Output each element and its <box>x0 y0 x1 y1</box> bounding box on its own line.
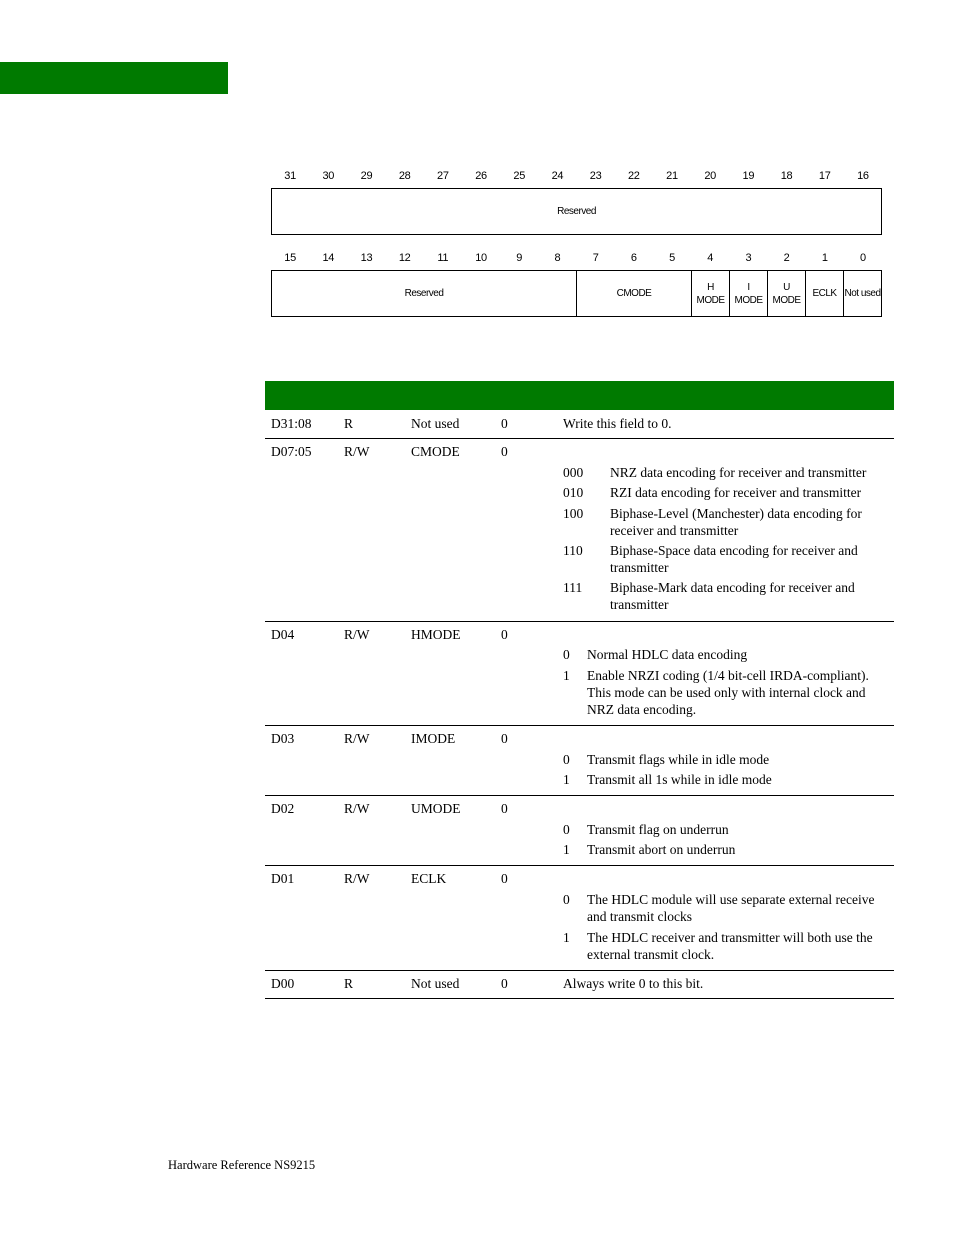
reserved-field: Reserved <box>404 288 444 299</box>
reset-cell: 0 <box>501 871 508 886</box>
field-label: H <box>707 281 714 293</box>
field-label: MODE <box>772 294 801 306</box>
option-value: 110 <box>563 543 583 558</box>
bit-number: 15 <box>284 252 296 264</box>
option-item <box>563 579 889 613</box>
option-text: RZI data encoding for receiver and transmitter <box>610 485 862 500</box>
mnemonic-cell: Not used <box>411 416 460 431</box>
reset-cell: 0 <box>501 416 508 431</box>
bit-number: 9 <box>516 252 523 264</box>
bit-number: 21 <box>666 170 678 182</box>
description-cell: Always write 0 to this bit. <box>563 976 704 991</box>
imode-field <box>729 271 767 316</box>
option-value: 1 <box>563 668 570 683</box>
bit-number: 13 <box>360 252 373 264</box>
reset-cell: 0 <box>501 444 508 459</box>
table-row <box>265 438 894 622</box>
table-row <box>265 410 894 439</box>
field-label: I <box>747 281 750 293</box>
option-value: 000 <box>563 465 584 480</box>
mnemonic-cell: IMODE <box>411 731 456 746</box>
option-value: 0 <box>563 892 570 907</box>
table-row <box>265 970 894 999</box>
bit-number: 29 <box>360 170 373 182</box>
not-used-field: Not used <box>843 271 881 316</box>
option-item <box>563 821 889 838</box>
access-cell: R/W <box>344 444 370 459</box>
option-value: 0 <box>563 647 570 662</box>
cmode-field: CMODE <box>576 271 691 316</box>
access-cell: R/W <box>344 871 370 886</box>
reset-cell: 0 <box>501 731 508 746</box>
option-value: 1 <box>563 930 570 945</box>
page-footer: Hardware Reference NS9215 <box>168 1158 316 1172</box>
bit-number: 24 <box>551 170 564 182</box>
bits-cell: D03 <box>271 731 295 746</box>
mnemonic-cell: ECLK <box>411 871 447 886</box>
umode-field <box>767 271 805 316</box>
mnemonic-cell: HMODE <box>411 627 461 642</box>
bit-number: 30 <box>322 170 335 182</box>
bit-number: 6 <box>630 252 637 264</box>
option-value: 111 <box>563 580 583 595</box>
bit-number: 0 <box>860 252 866 264</box>
option-item <box>563 891 889 925</box>
bit-number: 14 <box>322 252 335 264</box>
bit-number: 27 <box>437 170 449 182</box>
option-item <box>563 667 889 718</box>
option-value: 100 <box>563 506 584 521</box>
field-label: U <box>783 281 790 293</box>
option-item <box>563 771 889 788</box>
access-cell: R/W <box>344 627 370 642</box>
eclk-field: ECLK <box>805 271 843 316</box>
upper-bit-numbers <box>271 170 882 186</box>
option-item <box>563 751 889 768</box>
option-text: Transmit all 1s while in idle mode <box>587 772 772 787</box>
bits-cell: D31:08 <box>271 416 312 431</box>
bit-number: 22 <box>627 170 640 182</box>
bit-number: 10 <box>475 252 487 264</box>
bits-cell: D04 <box>271 627 295 642</box>
option-text: Transmit abort on underrun <box>587 842 736 857</box>
table-row <box>265 621 894 726</box>
bit-number: 16 <box>857 170 869 182</box>
option-value: 0 <box>563 752 570 767</box>
bit-number: 8 <box>554 252 561 264</box>
bit-number: 12 <box>398 252 411 264</box>
mnemonic-cell: CMODE <box>411 444 460 459</box>
bits-cell: D07:05 <box>271 444 312 459</box>
bits-cell: D02 <box>271 801 295 816</box>
reset-cell: 0 <box>501 627 508 642</box>
option-text: The HDLC receiver and transmitter will both use the external transmit clock. <box>587 930 873 962</box>
option-text: Enable NRZI coding (1/4 bit-cell IRDA-compliant). This mode can be used only with internal clock and NRZ data encoding. <box>587 668 869 717</box>
table-row <box>265 725 894 796</box>
option-value: 010 <box>563 485 584 500</box>
option-text: Transmit flag on underrun <box>587 822 729 837</box>
bit-number: 23 <box>589 170 602 182</box>
bit-number: 3 <box>745 252 752 264</box>
bit-number: 1 <box>821 252 828 264</box>
register-upper-row <box>271 188 882 235</box>
bit-number: 28 <box>398 170 411 182</box>
mnemonic-cell: UMODE <box>411 801 461 816</box>
option-text: Normal HDLC data encoding <box>587 647 748 662</box>
access-cell: R/W <box>344 801 370 816</box>
option-value: 1 <box>563 772 570 787</box>
field-label: MODE <box>734 294 763 306</box>
access-cell: R <box>344 976 354 991</box>
option-text: Biphase-Mark data encoding for receiver and transmitter <box>610 580 855 612</box>
option-text: The HDLC module will use separate external receive and transmit clocks <box>587 892 875 924</box>
option-item <box>563 464 889 481</box>
option-text: Biphase-Level (Manchester) data encoding for receiver and transmitter <box>610 506 862 538</box>
bit-number: 19 <box>742 170 755 182</box>
option-item <box>563 841 889 858</box>
access-cell: R <box>344 416 354 431</box>
option-text: Biphase-Space data encoding for receiver and transmitter <box>610 543 858 575</box>
reset-cell: 0 <box>501 801 508 816</box>
option-text: NRZ data encoding for receiver and transmitter <box>610 465 867 480</box>
option-item <box>563 542 889 576</box>
bit-number: 18 <box>780 170 793 182</box>
bit-number: 25 <box>513 170 526 182</box>
field-label: MODE <box>696 294 725 306</box>
option-value: 1 <box>563 842 570 857</box>
bit-number: 20 <box>704 170 716 182</box>
option-item <box>563 505 889 539</box>
register-lower-row <box>271 270 882 317</box>
bit-number: 2 <box>783 252 790 264</box>
option-item <box>563 484 889 501</box>
bit-number: 7 <box>592 252 599 264</box>
table-row <box>265 795 894 866</box>
description-cell: Write this field to 0. <box>563 416 672 431</box>
lower-bit-numbers <box>271 252 882 268</box>
bit-number: 17 <box>818 170 831 182</box>
bit-number: 5 <box>669 252 675 264</box>
reset-cell: 0 <box>501 976 508 991</box>
option-text: Transmit flags while in idle mode <box>587 752 770 767</box>
bit-number: 31 <box>284 170 296 182</box>
bit-number: 4 <box>707 252 714 264</box>
table-row <box>265 865 894 971</box>
bit-number: 11 <box>437 252 449 264</box>
hmode-field <box>691 271 729 316</box>
reserved-field: Reserved <box>557 206 596 217</box>
bit-number: 26 <box>475 170 487 182</box>
header-accent-bar <box>0 62 228 94</box>
option-item <box>563 646 889 663</box>
table-header <box>265 381 894 410</box>
mnemonic-cell: Not used <box>411 976 460 991</box>
bits-cell: D00 <box>271 976 295 991</box>
option-value: 0 <box>563 822 570 837</box>
access-cell: R/W <box>344 731 370 746</box>
bits-cell: D01 <box>271 871 295 886</box>
option-item <box>563 929 889 963</box>
